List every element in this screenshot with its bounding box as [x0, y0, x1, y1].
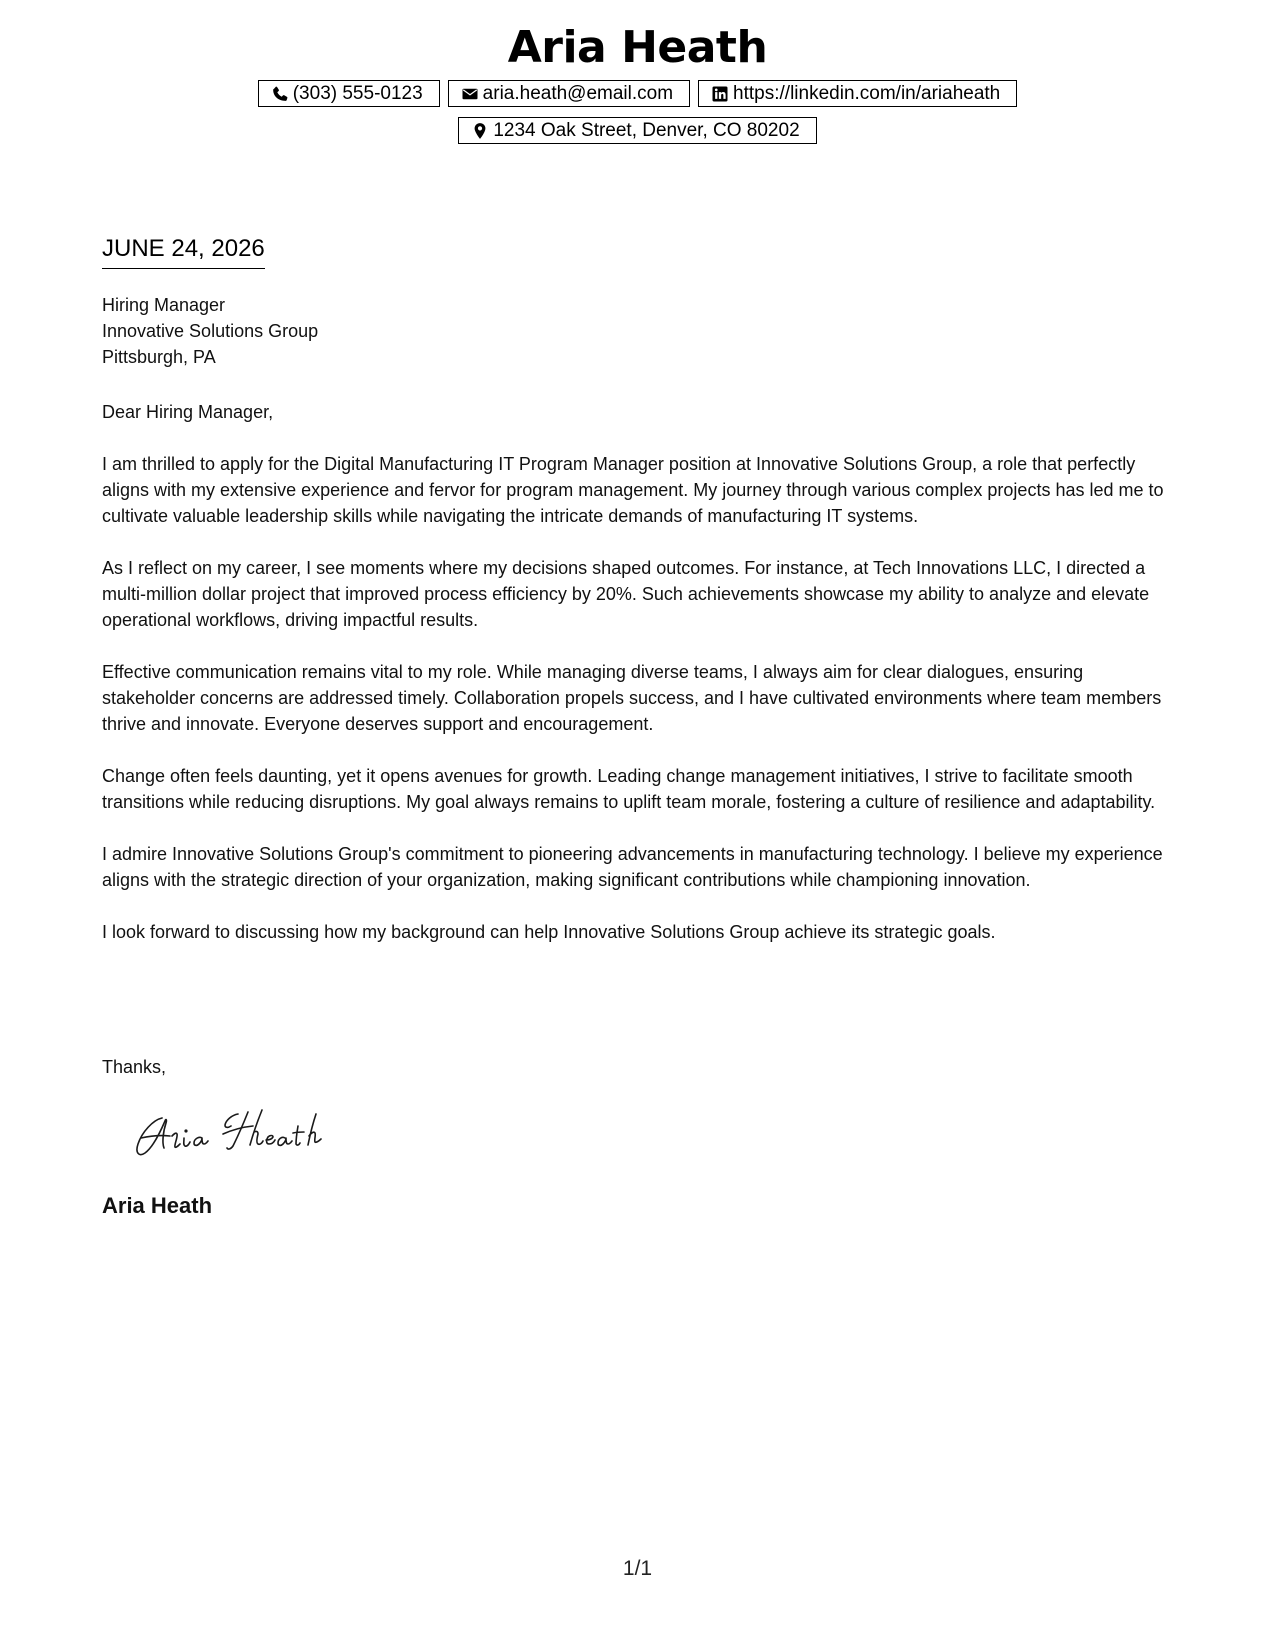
- map-pin-icon: [471, 122, 489, 140]
- body-paragraph: I look forward to discussing how my background can help Innovative Solutions Group achieve its strategic goals.: [102, 922, 996, 942]
- street-address: 1234 Oak Street, Denver, CO 80202: [493, 119, 800, 141]
- body-paragraph: Effective communication remains vital to my role. While managing diverse teams, I always aim for clear dialogues, ensuring stakeholder concerns are addressed timely. Collaboration propels success, and I have cultivated environments where team members thrive and innovate. Everyone deserves support and encouragement.: [102, 662, 1162, 734]
- linkedin-chip[interactable]: [698, 80, 1017, 107]
- phone-icon: [271, 85, 289, 103]
- linkedin-url: https://linkedin.com/in/ariaheath: [733, 82, 1001, 104]
- signer-name: Aria Heath: [102, 1193, 213, 1218]
- applicant-name-heading: Aria Heath: [507, 22, 768, 73]
- phone-chip: [258, 80, 440, 107]
- contact-row: [0, 80, 1275, 107]
- letter-body: [102, 399, 1180, 971]
- recipient-company: Innovative Solutions Group: [102, 321, 319, 341]
- body-paragraph: I admire Innovative Solutions Group's commitment to pioneering advancements in manufacturing technology. I believe my experience aligns with the strategic direction of your organization, making significant contributions while championing innovation.: [102, 844, 1163, 890]
- linkedin-icon: [711, 85, 729, 103]
- email-address: aria.heath@email.com: [482, 82, 674, 104]
- address-row: [0, 117, 1275, 144]
- closing-line: Thanks,: [102, 1057, 167, 1077]
- address-chip: [458, 117, 816, 144]
- body-paragraph: I am thrilled to apply for the Digital Manufacturing IT Program Manager position at Innovative Solutions Group, a role that perfectly aligns with my extensive experience and fervor for program management. My journey through various complex projects has led me to cultivate valuable leadership skills while navigating the intricate demands of manufacturing IT systems.: [102, 454, 1164, 526]
- body-paragraph: As I reflect on my career, I see moments where my decisions shaped outcomes. For instance, at Tech Innovations LLC, I directed a multi-million dollar project that improved process efficiency by 20%. Such achievements showcase my ability to analyze and elevate operational workflows, driving impactful results.: [102, 558, 1150, 630]
- handwritten-signature: [128, 1100, 338, 1170]
- letter-date: JUNE 24, 2026: [102, 234, 265, 269]
- envelope-icon: [461, 85, 479, 103]
- salutation: Dear Hiring Manager,: [102, 402, 274, 422]
- phone-number: (303) 555-0123: [292, 82, 423, 104]
- recipient-title: Hiring Manager: [102, 295, 226, 315]
- body-paragraph: Change often feels daunting, yet it opens avenues for growth. Leading change management initiatives, I strive to facilitate smooth transitions while reducing disruptions. My goal always remains to uplift team morale, fostering a culture of resilience and adaptability.: [102, 766, 1156, 812]
- email-chip[interactable]: [448, 80, 690, 107]
- page-indicator: 1/1: [622, 1557, 653, 1580]
- recipient-location: Pittsburgh, PA: [102, 347, 216, 367]
- recipient-block: [102, 292, 318, 370]
